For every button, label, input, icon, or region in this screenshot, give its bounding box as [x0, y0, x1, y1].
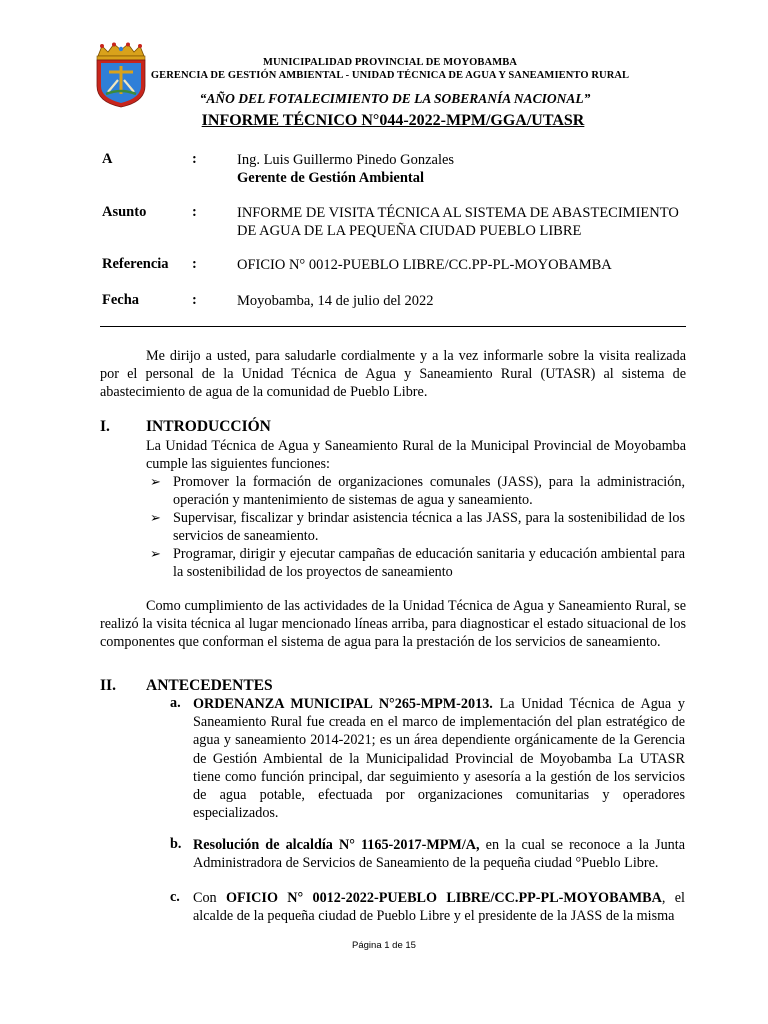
antecedent-body: , el alcalde de la pequeña ciudad de Pueblo Libre y el presidente de la JASS de la misma	[193, 890, 685, 925]
section-1-closing: Como cumplimiento de las actividades de la Unidad Técnica de Agua y Saneamiento Rural, se realizó la visita técnica al lugar mencionado líneas arriba, para diagnosticar el estado situacional de los componentes que conforman el sistema de agua para la prestación de los servicios de saneamiento.	[100, 598, 686, 651]
reference-colon: :	[192, 256, 197, 272]
org-department: GERENCIA DE GESTIÓN AMBIENTAL - UNIDAD TÉCNICA DE AGUA Y SANEAMIENTO RURAL	[150, 70, 630, 81]
function-bullet: Promover la formación de organizaciones comunales (JASS), para la administración, operación y mantenimiento de sistemas de agua y saneamiento.	[173, 474, 685, 509]
bullet-arrow-icon: ➢	[150, 546, 161, 561]
antecedent-item	[193, 695, 685, 822]
subject-label: Asunto	[102, 204, 147, 220]
date-colon: :	[192, 292, 197, 308]
antecedent-heading: ORDENANZA MUNICIPAL N°265-MPM-2013.	[193, 696, 493, 712]
antecedent-body: La Unidad Técnica de Agua y Saneamiento Rural fue creada en el marco de implementación del plan estratégico de agua y saneamiento 2014-2021; es un área dependiente orgánicamente de la Gerencia de Gestión Ambiental de la Municipalidad Provincial de Moyobamba La UTASR tiene como función principal, dar seguimiento y asesoría a la gestión de los servicios de agua potable, efectuada por organizaciones comunitarias y operadores especializados.	[193, 696, 685, 822]
antecedent-heading: OFICIO N° 0012-2022-PUEBLO LIBRE/CC.PP-PL-MOYOBAMBA	[225, 890, 662, 906]
section-1-title: INTRODUCCIÓN	[146, 418, 271, 435]
antecedent-item	[193, 836, 685, 872]
date-label: Fecha	[102, 292, 140, 308]
section-1-lead: La Unidad Técnica de Agua y Saneamiento Rural de la Municipal Provincial de Moyobamba cumple las siguientes funciones:	[146, 438, 686, 473]
org-name: MUNICIPALIDAD PROVINCIAL DE MOYOBAMBA	[262, 57, 518, 68]
section-1-number: I.	[100, 418, 110, 435]
to-colon: :	[192, 151, 197, 167]
item-letter: c.	[170, 889, 180, 905]
document-title: INFORME TÉCNICO N°044-2022-MPM/GGA/UTASR	[201, 112, 585, 129]
date-value: Moyobamba, 14 de julio del 2022	[237, 293, 434, 309]
antecedent-heading: Resolución de alcaldía N° 1165-2017-MPM/A,	[193, 837, 480, 853]
bullet-arrow-icon: ➢	[150, 474, 161, 489]
header-divider	[100, 326, 686, 327]
subject-colon: :	[192, 204, 197, 220]
function-bullet: Programar, dirigir y ejecutar campañas de educación sanitaria y educación ambiental para la sostenibilidad de los proyectos de saneamiento	[173, 546, 685, 581]
function-bullet: Supervisar, fiscalizar y brindar asistencia técnica a las JASS, para la sostenibilidad de los servicios de saneamiento.	[173, 510, 685, 545]
year-motto: “AÑO DEL FOTALECIMIENTO DE LA SOBERANÍA NACIONAL”	[199, 91, 591, 106]
reference-value: OFICIO N° 0012-PUEBLO LIBRE/CC.PP-PL-MOYOBAMBA	[237, 257, 612, 273]
section-2-title: ANTECEDENTES	[146, 677, 273, 694]
antecedent-body: en la cual se reconoce a la Junta Administradora de Servicios de Saneamiento de la pequeña ciudad °Pueblo Libre.	[193, 837, 685, 872]
page-number: Página 1 de 15	[352, 940, 416, 951]
item-letter: b.	[170, 836, 182, 852]
subject-value: INFORME DE VISITA TÉCNICA AL SISTEMA DE ABASTECIMIENTO DE AGUA DE LA PEQUEÑA CIUDAD PUEBLO LIBRE	[237, 205, 679, 239]
antecedent-item	[193, 889, 685, 925]
reference-label: Referencia	[102, 256, 169, 272]
item-letter: a.	[170, 695, 181, 711]
section-2-number: II.	[100, 677, 116, 694]
intro-paragraph: Me dirijo a usted, para saludarle cordialmente y a la vez informarle sobre la visita realizada por el personal de la Unidad Técnica de Agua y Saneamiento Rural (UTASR) al sistema de abastecimiento de agua de la comunidad de Pueblo Libre.	[100, 348, 686, 401]
to-position: Gerente de Gestión Ambiental	[237, 170, 425, 186]
to-label: A	[102, 151, 113, 167]
bullet-arrow-icon: ➢	[150, 510, 161, 525]
antecedent-prefix: Con	[193, 890, 226, 906]
to-name: Ing. Luis Guillermo Pinedo Gonzales	[237, 152, 455, 168]
